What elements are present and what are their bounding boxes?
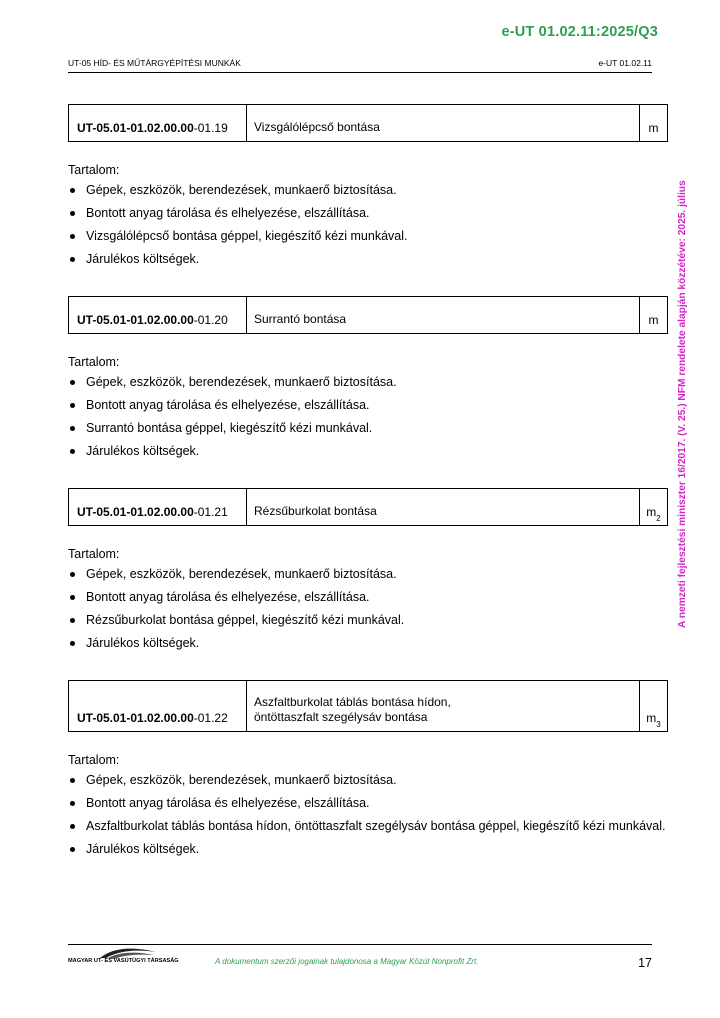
item-name: Vizsgálólépcső bontása [254, 120, 380, 134]
list-item: Bontott anyag tárolása és elhelyezése, elszállítása. [68, 206, 668, 221]
list-item: Gépek, eszközök, berendezések, munkaerő biztosítása. [68, 773, 668, 788]
item-header-table [68, 680, 668, 732]
list-item: Rézsűburkolat bontása géppel, kiegészítő kézi munkával. [68, 613, 668, 628]
content-list [68, 567, 668, 651]
copyright-notice: A dokumentum szerzői jogainak tulajdonosa a Magyar Közút Nonprofit Zrt. [215, 957, 479, 966]
item-code: UT-05.01-01.02.00.00 -01.22 [69, 681, 247, 731]
content-list [68, 375, 668, 459]
list-item: Gépek, eszközök, berendezések, munkaerő biztosítása. [68, 375, 668, 390]
list-item: Bontott anyag tárolása és elhelyezése, elszállítása. [68, 398, 668, 413]
list-item: Vizsgálólépcső bontása géppel, kiegészítő kézi munkával. [68, 229, 668, 244]
header-doc-ref: e-UT 01.02.11 [598, 58, 652, 68]
list-item: Járulékos költségek. [68, 252, 668, 267]
tartalom-label: Tartalom: [68, 163, 120, 177]
logo-text: MAGYAR UT- ÉS VASÚTÜGYI TÁRSASÁG [68, 958, 179, 964]
item-name: Rézsűburkolat bontása [254, 504, 377, 518]
work-item-01-20 [68, 296, 668, 467]
page-number: 17 [638, 956, 652, 970]
list-item: Járulékos költségek. [68, 842, 668, 857]
content-list [68, 773, 668, 857]
footer-divider [68, 944, 652, 945]
list-item: Bontott anyag tárolása és elhelyezése, elszállítása. [68, 590, 668, 605]
header-chapter: UT-05 HÍD- ÉS MŰTÁRGYÉPÍTÉSI MUNKÁK [68, 58, 241, 68]
item-code: UT-05.01-01.02.00.00 -01.21 [69, 489, 247, 525]
list-item: Bontott anyag tárolása és elhelyezése, elszállítása. [68, 796, 668, 811]
work-item-01-21 [68, 488, 668, 659]
item-unit: m [639, 297, 667, 333]
side-publication-note: A nemzeti fejlesztési miniszter 16/2017. (V. 25.) NFM rendelete alapján közzétéve: 2025. július [677, 180, 688, 628]
document-code: e-UT 01.02.11:2025/Q3 [501, 24, 658, 40]
item-name: Surrantó bontása [254, 312, 347, 326]
running-header [68, 58, 652, 73]
list-item: Aszfaltburkolat táblás bontása hídon, öntöttaszfalt szegélysáv bontása géppel, kiegészítő kézi munkával. [68, 819, 668, 834]
work-item-01-19 [68, 104, 668, 275]
list-item: Járulékos költségek. [68, 444, 668, 459]
item-unit: m 3 [639, 681, 667, 731]
item-unit: m [639, 105, 667, 141]
list-item: Surrantó bontása géppel, kiegészítő kézi munkával. [68, 421, 668, 436]
work-item-01-22 [68, 680, 668, 865]
list-item: Gépek, eszközök, berendezések, munkaerő biztosítása. [68, 183, 668, 198]
list-item: Gépek, eszközök, berendezések, munkaerő biztosítása. [68, 567, 668, 582]
item-header-table [68, 104, 668, 142]
item-code: UT-05.01-01.02.00.00 -01.19 [69, 105, 247, 141]
item-code: UT-05.01-01.02.00.00 -01.20 [69, 297, 247, 333]
tartalom-label: Tartalom: [68, 753, 120, 767]
content-list [68, 183, 668, 267]
tartalom-label: Tartalom: [68, 355, 120, 369]
item-header-table [68, 296, 668, 334]
company-logo [68, 946, 188, 970]
tartalom-label: Tartalom: [68, 547, 120, 561]
item-name: Aszfaltburkolat táblás bontása hídon, öntöttaszfalt szegélysáv bontása [254, 695, 451, 724]
item-header-table [68, 488, 668, 526]
item-unit: m 2 [639, 489, 667, 525]
list-item: Járulékos költségek. [68, 636, 668, 651]
